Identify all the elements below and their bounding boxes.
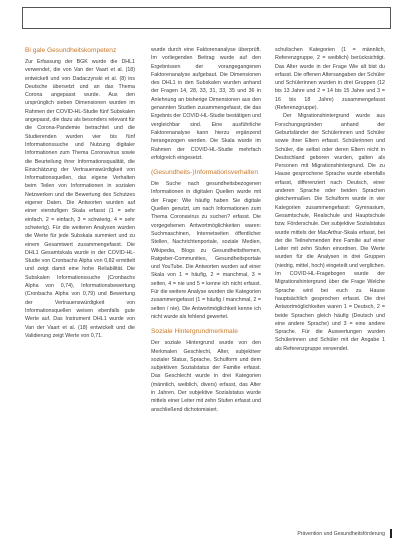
page-footer [297,529,392,538]
journal-name: Prävention und Gesundheitsförderung [297,530,385,537]
text-column-3 [275,46,385,353]
column-1-body: Zur Erfassung der BGK wurde die DHL1 verwendet, die von Van der Vaart et al. (18) entwickelt und von Dadaczynski et al. (8) ins Deutsche übersetzt und an das Thema Corona angepasst wurde. Aus den ursprünglich sieben Dimensionen wurden im Rahmen der COVID-HL-Studie fünf Subskalen angepasst, die dazu als besonders relevant für die Corona-Pandemie betrachtet und die Studierenden wurden vier bis fünf Informationssuche und Nutzung digitaler Informationen zum Thema Coronavirus sowie die Beurteilung ihrer Informationsqualität, die Einschätzung der Vertrauenswürdigkeit von Informationsquellen, das eigene Verhalten beim Teilen von Informationen in sozialen Netzwerken und die Bewertung des Schutzes eigener Daten. Die Antworten wurden auf einer vierstufigen Skala erfasst (1 = sehr einfach, 2 = einfach, 3 = schwierig, 4 = sehr schwierig). Für die weiteren Analysen wurden die Werte für jede Subskala summiert und zu einem Gesamtwert zusammengefasst. Die DHL1 Gesamtskala wurde in der COVID-HL-Studie von Cronbachs Alpha von 0,82 ermittelt und zeigt damit eine hohe Reliabilität. Die Subskalen Informationssuche (Cronbachs Alpha von 0,74), Informationsbewertung (Cronbachs Alpha von 0,79) und Bewertung der Vertrauenswürdigkeit von Informationsquellen weisen ebenfalls gute Werte auf. Das Instrument DHL1 wurde von Van der Vaart et al. (18) entwickelt und die Validierung zeigt Werte von 0,71. [25,59,135,339]
section-heading-social-background: Soziale Hintergrundmerkmale [151,328,238,336]
text-column-1 [25,46,135,340]
page-header-bar [22,7,391,29]
column-2-body-info: Die Suche nach gesundheitsbezogenen Informationen in digitalen Quellen wurde mit der Frage: Wie häufig haben Sie digitale Quellen genutzt, um nach Informationen zum Thema Coronavirus zu suchen? erfasst. Die vorgegebenen Antwortmöglichkeiten waren: Suchmaschinen, Internetseiten öffentlicher Stellen, Nachrichtenportale, soziale Medien, Wikipedia, Blogs zu Gesundheitsthemen, Ratgeber-Communities, Gesundheitsportale und YouTube. Die Antworten wurden auf einer Skala von 1 = häufig, 2 = manchmal, 3 = selten, 4 = nie und 5 = kenne ich nicht erfasst. Für die weitere Analyse wurden die Kategorien zusammengefasst (1 = häufig / manchmal, 2 = selten / nie). Die Antwortmöglichkeit kenne ich nicht wurde als fehlend gewertet. [151,181,261,320]
text-column-2 [151,46,261,414]
column-2-body-top: wurde durch eine Faktorenanalyse überprüft. Im vorliegenden Beitrag wurde auf den Ergebnissen der vorangegangenen Faktorenanalyse aufgebaut. Die Dimensionen des DHL1 in den Subskalen wurden anhand der Fragen 14, 28, 33, 31, 33, 35 und 36 in Anlehnung an bisherige Dimensionen aus den genannten Studien zusammengefasst, die das Ergebnis der COVID-HL-Studie bestätigen und vergleichbar sind. Eine ausführliche Faktorenanalyse kann hierzu ergänzend herangezogen werden. Die Skala wurde im Rahmen der COVID-HL-Studie mehrfach erfolgreich eingesetzt. [151,47,261,161]
section-heading-digital-health-literacy: Bi gale Gesundheitskompetenz [25,47,117,54]
column-3-body-rest: Der Migrationshintergrund wurde aus Forschungsgründen anhand der Geburtsländer der Schülerinnen und Schüler sowie ihrer Eltern erfasst. Schülerinnen und Schüler, die selbst oder deren Eltern nicht in Deutschland geboren wurden, galten als Personen mit Migrationshintergrund. Die zu Hause gesprochene Sprache wurde ebenfalls erfasst, differenziert nach Deutsch, einer anderen Sprache oder beiden Sprachen gleichermaßen. Die Schulform wurde in vier Kategorien zusammengefasst: Gymnasium, Gesamtschule, Realschule und Hauptschule bzw. Förderschule. Der subjektive Sozialstatus wurde mittels der MacArthur-Skala erfasst, bei der die Teilnehmenden ihre Familie auf einer Leiter mit zehn Stufen einordnen. Die Werte wurden für die Analysen in drei Gruppen (niedrig, mittel, hoch) eingeteilt und verglichen. Im COVID-HL-Fragebogen wurde der Migrationshintergrund über die Frage Welche Sprache wird bei euch zu Hause hauptsächlich gesprochen erfasst. Die drei Antwortmöglichkeiten waren 1 = Deutsch, 2 = beide Sprachen gleich häufig (Deutsch und eine andere Sprache) und 3 = eine andere Sprache. Für die Auswertungen wurden Schülerinnen und Schüler mit der Angabe 1 als Referenzgruppe verwendet. [275,113,385,352]
column-2-body-social: Der soziale Hintergrund wurde von den Merkmalen Geschlecht, Alter, subjektiver sozialer Status, Sprache, Schulform und dem subjektiven Sozialstatus der Familie erfasst. Das Geschlecht wurde in drei Kategorien (männlich, weiblich, divers) erfasst, das Alter in Jahren. Der subjektive Sozialstatus wurde mittels einer Leiter mit zehn Stufen erfasst und anschließend dichotomisiert. [151,340,261,413]
section-heading-information-behaviour: (Gesundheits-)Informationsverhalten [151,169,259,177]
footer-marker [390,529,392,538]
column-3-body-top: schulischen Kategorien (1 = männlich, Referenzgruppe, 2 = weiblich) berücksichtigt. Das Alter wurde in der Frage Wie alt bist du erfasst. Die offenen Altersangaben der Schüler und Schülerinnen wurden in drei Gruppen (12 bis 13 Jahre und 2 = 14 bis 15 Jahre und 3 = 16 bis 18 Jahre) zusammengefasst (Referenzgruppe). [275,47,385,112]
